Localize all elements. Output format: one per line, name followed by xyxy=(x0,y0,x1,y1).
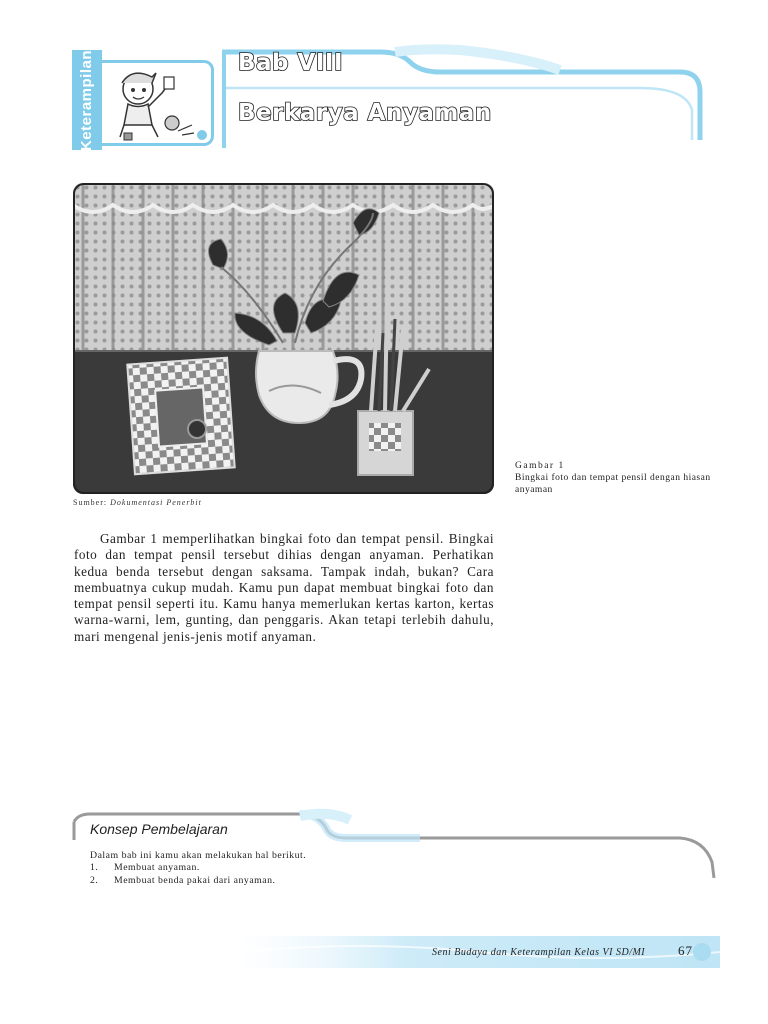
konsep-item: 2. Membuat benda pakai dari anyaman. xyxy=(90,875,276,886)
figure-caption xyxy=(515,460,715,496)
figure-photo xyxy=(73,183,494,494)
figure-source: Sumber: Dokumentasi Penerbit xyxy=(73,498,202,507)
body-paragraph: Gambar 1 memperlihatkan bingkai foto dan tempat pensil. Bingkai foto dan tempat pensil tersebut dihias dengan anyaman. Perhatikan kedua benda tersebut dengan saksama. Tampak indah, bukan? Cara membuatnya cukup mudah. Kamu pun dapat membuat bingkai foto dan tempat pensil seperti itu. Kamu hanya memerlukan kertas karton, kertas warna-warni, lem, gunting, dan penggaris. Akan tetapi terlebih dahulu, mari mengenal jenis-jenis motif anyaman. xyxy=(74,531,494,644)
figure-caption-text: Bingkai foto dan tempat pensil dengan hiasan anyaman xyxy=(515,473,711,495)
chapter-title: Berkarya Anyaman xyxy=(238,100,492,126)
side-tab-label: Keterampilan xyxy=(78,49,96,151)
footer-book-title: Seni Budaya dan Keterampilan Kelas VI SD/MI xyxy=(432,947,646,958)
konsep-item: 1. Membuat anyaman. xyxy=(90,862,200,873)
page-number: 67 xyxy=(678,943,693,958)
chapter-number: Bab VIII xyxy=(238,50,343,76)
konsep-intro: Dalam bab ini kamu akan melakukan hal berikut. xyxy=(90,850,307,861)
figure-caption-label: Gambar 1 xyxy=(515,461,565,471)
child-mascot-icon xyxy=(102,63,210,143)
mascot-frame xyxy=(102,60,214,146)
konsep-title: Konsep Pembelajaran xyxy=(90,821,228,837)
